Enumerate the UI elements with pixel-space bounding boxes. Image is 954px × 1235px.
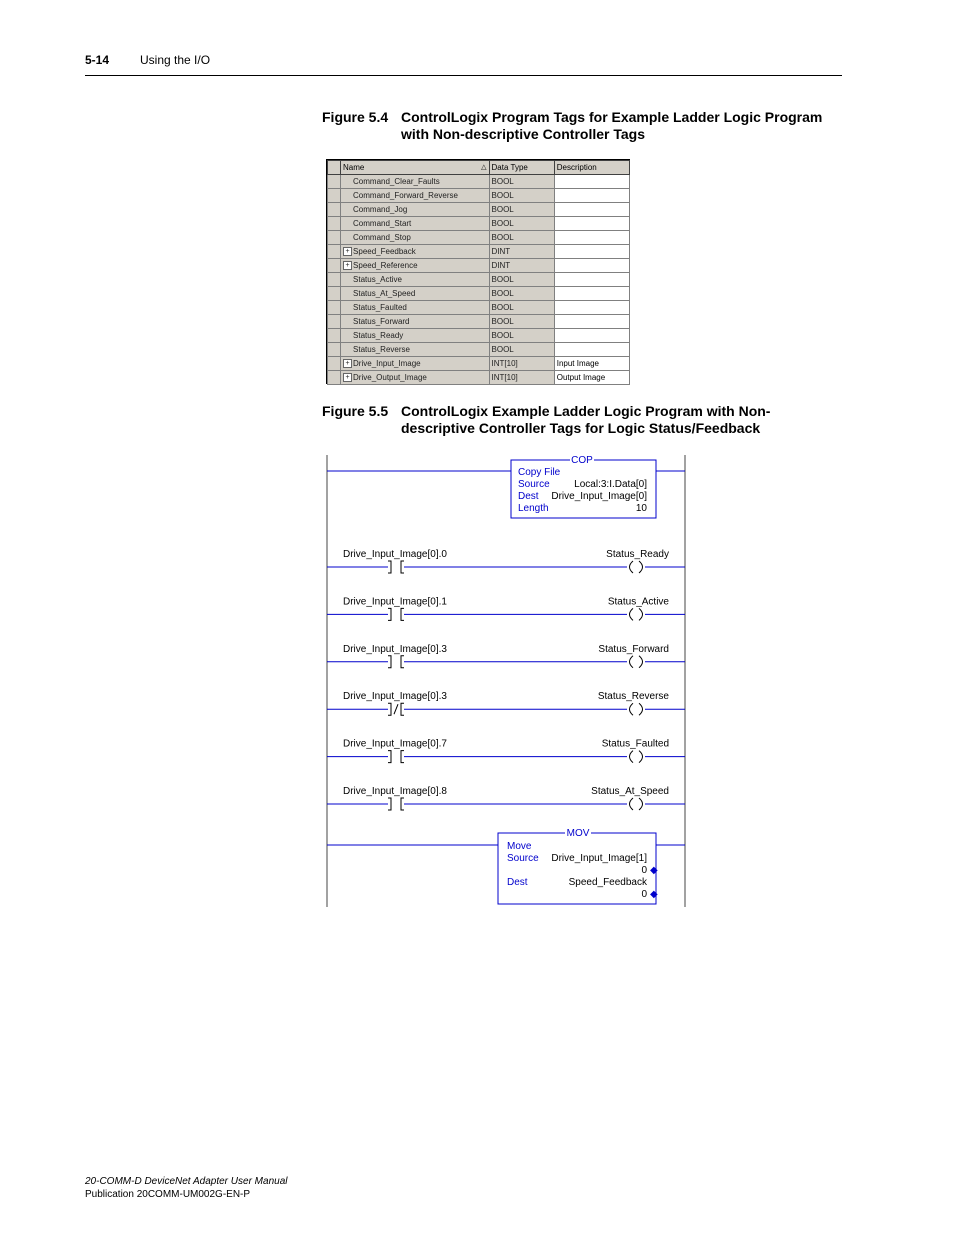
tag-data-type[interactable]: DINT xyxy=(489,259,554,273)
tag-row[interactable] xyxy=(328,217,630,231)
rung-cop[interactable] xyxy=(327,455,685,518)
tag-name: Status_Ready xyxy=(353,330,404,340)
rung-5[interactable] xyxy=(327,739,685,763)
coil-tag-label[interactable]: Status_Forward xyxy=(598,643,669,655)
tag-name: Status_Active xyxy=(353,274,402,284)
tag-name: Speed_Reference xyxy=(353,260,418,270)
tag-name: Command_Forward_Reverse xyxy=(353,190,458,200)
live-value-marker-icon: ◆ xyxy=(650,865,658,876)
normally-open-contact-icon[interactable] xyxy=(388,608,404,620)
tag-name: Status_At_Speed xyxy=(353,288,416,298)
cop-length-value[interactable]: 10 xyxy=(635,503,647,514)
figure-4-number: Figure 5.4 xyxy=(322,109,389,125)
tag-row[interactable] xyxy=(328,245,630,259)
tag-description[interactable] xyxy=(554,231,629,245)
tag-name-cell[interactable] xyxy=(341,343,489,357)
tag-name: Speed_Feedback xyxy=(353,246,416,256)
normally-open-contact-icon[interactable] xyxy=(388,656,404,668)
tag-data-type[interactable]: BOOL xyxy=(489,189,554,203)
column-header-data-type[interactable]: Data Type xyxy=(489,161,554,175)
rung-2[interactable] xyxy=(327,596,685,620)
row-selector[interactable] xyxy=(328,315,341,329)
tag-name-cell[interactable] xyxy=(341,273,489,287)
tag-description[interactable] xyxy=(554,175,629,189)
tag-description[interactable] xyxy=(554,287,629,301)
tag-data-type[interactable]: BOOL xyxy=(489,217,554,231)
tag-row[interactable] xyxy=(328,357,630,371)
tag-row[interactable] xyxy=(328,287,630,301)
row-selector[interactable] xyxy=(328,259,341,273)
tag-data-type[interactable]: INT[10] xyxy=(489,357,554,371)
tag-name: Command_Jog xyxy=(353,204,408,214)
live-value-marker-icon: ◆ xyxy=(650,889,658,900)
expand-plus-icon[interactable]: + xyxy=(343,261,352,270)
tag-row[interactable] xyxy=(328,301,630,315)
tag-data-type[interactable]: BOOL xyxy=(489,273,554,287)
mov-source-live-value: 0 xyxy=(641,865,647,876)
cop-source-value[interactable]: Local:3:I.Data[0] xyxy=(574,479,647,490)
row-selector[interactable] xyxy=(328,343,341,357)
row-selector[interactable] xyxy=(328,217,341,231)
coil-tag-label[interactable]: Status_Faulted xyxy=(601,738,669,750)
tag-description[interactable] xyxy=(554,203,629,217)
contact-tag-label[interactable]: Drive_Input_Image[0].8 xyxy=(343,786,447,797)
mov-source-value[interactable]: Drive_Input_Image[1] xyxy=(551,853,647,864)
tag-data-type[interactable]: DINT xyxy=(489,245,554,259)
tag-description[interactable]: Output Image xyxy=(554,371,629,385)
normally-open-contact-icon[interactable] xyxy=(388,798,404,810)
tag-name: Status_Forward xyxy=(353,316,410,326)
tag-name-cell[interactable] xyxy=(341,357,489,371)
contact-tag-label[interactable]: Drive_Input_Image[0].7 xyxy=(343,738,447,750)
tag-row[interactable] xyxy=(328,203,630,217)
expand-plus-icon[interactable]: + xyxy=(343,373,352,382)
column-header-name-label: Name xyxy=(343,162,365,172)
cop-source-label: Source xyxy=(518,479,550,490)
tag-row[interactable] xyxy=(328,329,630,343)
expand-plus-icon[interactable]: + xyxy=(343,359,352,368)
output-coil-icon[interactable] xyxy=(627,751,645,763)
figure-5-caption: ControlLogix Example Ladder Logic Program with Non-descriptive Controller Tags for Logic Status/Feedback xyxy=(401,403,771,436)
tag-row[interactable] xyxy=(328,315,630,329)
tag-name-cell[interactable] xyxy=(341,371,489,385)
tag-name-cell[interactable] xyxy=(341,175,489,189)
tag-name: Command_Clear_Faults xyxy=(353,176,440,186)
normally-closed-contact-icon[interactable] xyxy=(388,703,404,715)
expand-plus-icon[interactable]: + xyxy=(343,247,352,256)
tag-row[interactable] xyxy=(328,343,630,357)
coil-tag-label[interactable]: Status_Reverse xyxy=(597,691,669,703)
row-selector[interactable] xyxy=(328,329,341,343)
row-selector[interactable] xyxy=(328,189,341,203)
footer-manual-title: 20-COMM-D DeviceNet Adapter User Manual xyxy=(85,1176,288,1187)
tag-name-cell[interactable] xyxy=(341,315,489,329)
section-title: Using the I/O xyxy=(140,53,211,67)
coil-tag-label[interactable]: Status_Ready xyxy=(606,549,669,560)
rung-1[interactable] xyxy=(327,549,685,573)
tag-row[interactable] xyxy=(328,371,630,385)
tag-data-type[interactable]: BOOL xyxy=(489,343,554,357)
tag-description[interactable] xyxy=(554,315,629,329)
tag-data-type[interactable]: BOOL xyxy=(489,329,554,343)
normally-open-contact-icon[interactable] xyxy=(388,751,404,763)
cop-length-label: Length xyxy=(518,503,549,514)
tag-name-cell[interactable] xyxy=(341,217,489,231)
rung-3[interactable] xyxy=(327,644,685,668)
tag-name-cell[interactable] xyxy=(341,259,489,273)
row-selector[interactable] xyxy=(328,203,341,217)
tag-description[interactable]: Input Image xyxy=(554,357,629,371)
tag-name-cell[interactable] xyxy=(341,189,489,203)
mov-dest-live-value: 0 xyxy=(641,889,647,900)
row-selector[interactable] xyxy=(328,245,341,259)
row-selector-header xyxy=(328,161,341,175)
contact-tag-label[interactable]: Drive_Input_Image[0].3 xyxy=(343,691,447,703)
row-selector[interactable] xyxy=(328,231,341,245)
contact-tag-label[interactable]: Drive_Input_Image[0].0 xyxy=(343,549,447,560)
tag-data-type[interactable]: BOOL xyxy=(489,287,554,301)
tag-name: Drive_Input_Image xyxy=(353,358,421,368)
output-coil-icon[interactable] xyxy=(627,608,645,620)
tag-description[interactable] xyxy=(554,217,629,231)
column-header-name[interactable] xyxy=(341,161,489,175)
ladder-logic-diagram xyxy=(326,455,688,907)
mov-dest-label: Dest xyxy=(507,877,528,888)
row-selector[interactable] xyxy=(328,357,341,371)
tag-data-type[interactable]: BOOL xyxy=(489,301,554,315)
tag-description[interactable] xyxy=(554,259,629,273)
tag-name-cell[interactable] xyxy=(341,231,489,245)
row-selector[interactable] xyxy=(328,175,341,189)
tag-data-type[interactable]: INT[10] xyxy=(489,371,554,385)
tag-data-type[interactable]: BOOL xyxy=(489,175,554,189)
tag-row[interactable] xyxy=(328,231,630,245)
output-coil-icon[interactable] xyxy=(627,561,645,573)
figure-5-number: Figure 5.5 xyxy=(322,403,389,419)
row-selector[interactable] xyxy=(328,287,341,301)
footer-publication: Publication 20COMM-UM002G-EN-P xyxy=(85,1189,251,1200)
tag-name-cell[interactable] xyxy=(341,245,489,259)
mov-title: Move xyxy=(507,841,532,852)
rung-4[interactable] xyxy=(327,691,685,715)
mov-mnemonic: MOV xyxy=(566,828,590,839)
tag-description[interactable] xyxy=(554,189,629,203)
cop-dest-value[interactable]: Drive_Input_Image[0] xyxy=(551,491,647,502)
cop-dest-label: Dest xyxy=(518,491,539,502)
tag-data-type[interactable]: BOOL xyxy=(489,231,554,245)
rung-mov[interactable] xyxy=(327,828,685,904)
coil-tag-label[interactable]: Status_At_Speed xyxy=(591,786,669,797)
normally-open-contact-icon[interactable] xyxy=(388,561,404,573)
tag-row[interactable] xyxy=(328,259,630,273)
tag-description[interactable] xyxy=(554,329,629,343)
mov-source-label: Source xyxy=(507,853,539,864)
sort-ascending-icon: △ xyxy=(481,163,487,171)
tag-table-header xyxy=(328,161,630,175)
tag-name-cell[interactable] xyxy=(341,203,489,217)
cop-title: Copy File xyxy=(518,467,561,478)
tag-name: Status_Reverse xyxy=(353,344,410,354)
output-coil-icon[interactable] xyxy=(627,703,645,715)
figure-4-caption: ControlLogix Program Tags for Example Ladder Logic Program with Non-descriptive Controller Tags xyxy=(401,109,823,142)
row-selector[interactable] xyxy=(328,301,341,315)
tag-name: Command_Start xyxy=(353,218,412,228)
tag-name-cell[interactable] xyxy=(341,287,489,301)
tag-name-cell[interactable] xyxy=(341,329,489,343)
tag-name: Drive_Output_Image xyxy=(353,372,427,382)
output-coil-icon[interactable] xyxy=(627,798,645,810)
tag-name: Status_Faulted xyxy=(353,302,407,312)
row-selector[interactable] xyxy=(328,273,341,287)
cop-mnemonic: COP xyxy=(571,455,593,466)
column-header-description[interactable]: Description xyxy=(554,161,629,175)
row-selector[interactable] xyxy=(328,371,341,385)
tag-data-type[interactable]: BOOL xyxy=(489,203,554,217)
contact-tag-label[interactable]: Drive_Input_Image[0].1 xyxy=(343,596,447,608)
tag-row[interactable] xyxy=(328,189,630,203)
tag-name: Command_Stop xyxy=(353,232,411,242)
rung-6[interactable] xyxy=(327,786,685,810)
page-number: 5-14 xyxy=(85,53,110,67)
tag-row[interactable] xyxy=(328,175,630,189)
tag-name-cell[interactable] xyxy=(341,301,489,315)
contact-tag-label[interactable]: Drive_Input_Image[0].3 xyxy=(343,643,447,655)
mov-dest-value[interactable]: Speed_Feedback xyxy=(568,877,647,888)
tag-description[interactable] xyxy=(554,273,629,287)
tag-row[interactable] xyxy=(328,273,630,287)
tag-data-type[interactable]: BOOL xyxy=(489,315,554,329)
tag-description[interactable] xyxy=(554,301,629,315)
coil-tag-label[interactable]: Status_Active xyxy=(607,596,669,608)
header-rule xyxy=(85,75,842,76)
output-coil-icon[interactable] xyxy=(627,656,645,668)
tag-description[interactable] xyxy=(554,343,629,357)
tag-description[interactable] xyxy=(554,245,629,259)
program-tags-table xyxy=(326,159,630,384)
